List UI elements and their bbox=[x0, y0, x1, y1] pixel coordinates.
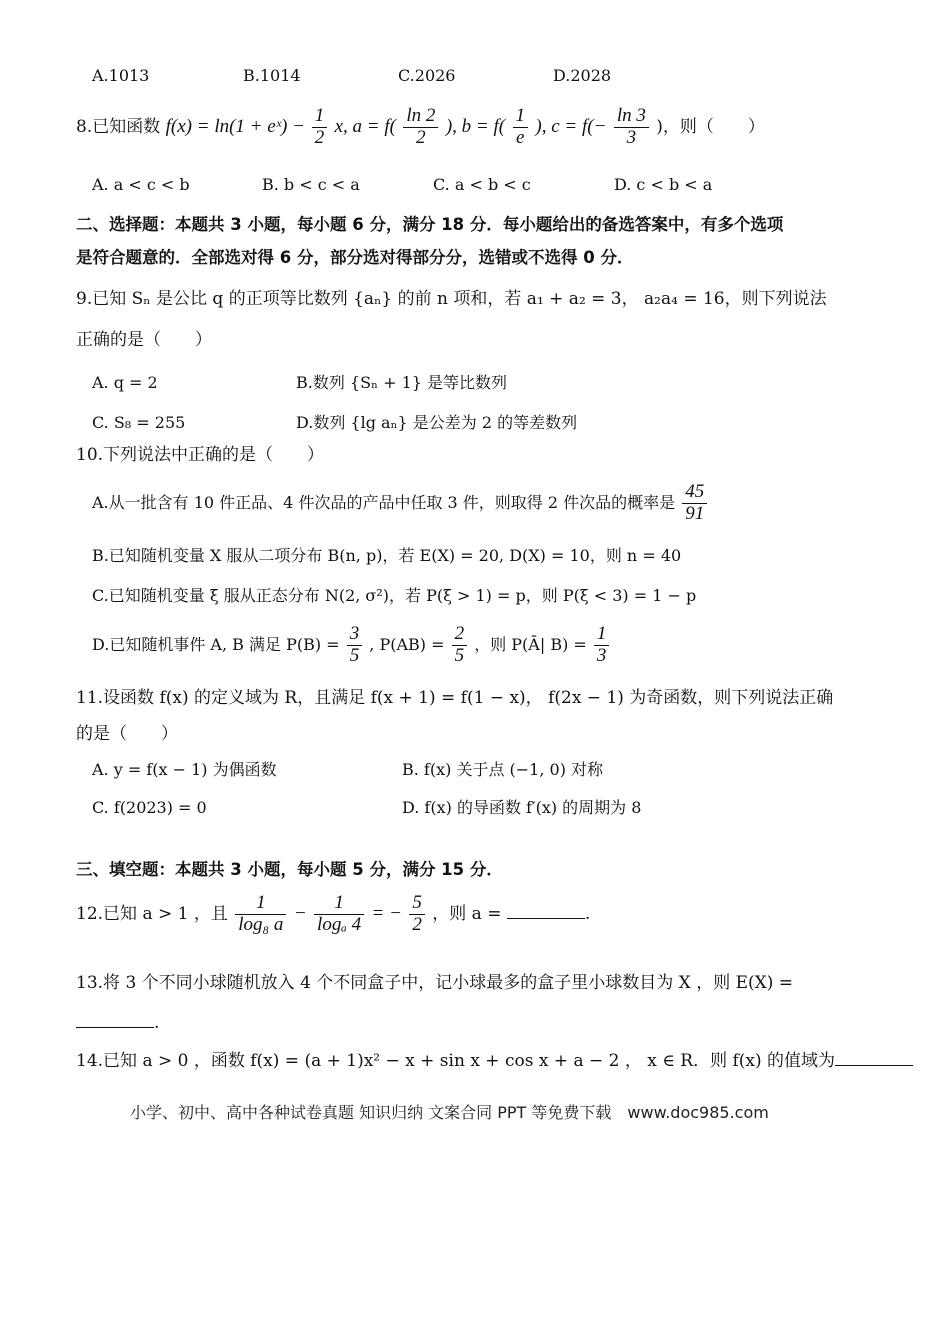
q12-fraction-3 bbox=[409, 893, 425, 936]
page-footer: 小学、初中、高中各种试卷真题 知识归纳 文案合同 PPT 等免费下载 www.doc985.com bbox=[130, 1103, 769, 1122]
q7-option-b: B.1014 bbox=[243, 66, 301, 85]
q8-stem bbox=[76, 106, 765, 149]
q8-b-part: ), b = f( bbox=[445, 115, 506, 137]
q11-option-a: A. y = f(x − 1) 为偶函数 bbox=[92, 760, 277, 779]
q9-option-c: C. S₈ = 255 bbox=[92, 413, 186, 432]
q14-text: 14.已知 a > 0 ，函数 f(x) = (a + 1)x² − x + sin x + cos x + a − 2 ， x ∈ R．则 f(x) 的值域为 bbox=[76, 1051, 836, 1071]
q10-option-d-head: D.已知随机事件 A, B 满足 P(B) = bbox=[92, 634, 345, 654]
q10-option-b: B.已知随机变量 X 服从二项分布 B(n, p)，若 E(X) = 20, D(X) = 10，则 n = 40 bbox=[92, 546, 682, 565]
q11-option-d: D. f(x) 的导函数 f′(x) 的周期为 8 bbox=[402, 798, 642, 817]
q12-f2-num: 1 bbox=[314, 893, 364, 915]
q13-stem: 13.将 3 个不同小球随机放入 4 个不同盒子中，记小球最多的盒子里小球数目为 X ，则 E(X) = bbox=[76, 973, 794, 993]
q12-f3-den: 2 bbox=[412, 913, 422, 935]
q10-option-d-fraction-2 bbox=[452, 624, 468, 667]
q10-option-d-f2-num: 2 bbox=[452, 624, 468, 646]
q12-minus: − bbox=[293, 902, 307, 924]
q9-stem-line1: 9.已知 Sₙ 是公比 q 的正项等比数列 {aₙ} 的前 n 项和，若 a₁ + a₂ = 3， a₂a₄ = 16，则下列说法 bbox=[76, 289, 827, 309]
q10-option-d-f1-num: 3 bbox=[347, 624, 363, 646]
q8-option-d: D. c < b < a bbox=[614, 175, 713, 194]
q12-f3-num: 5 bbox=[409, 893, 425, 915]
q9-stem-line2: 正确的是（ ） bbox=[76, 330, 212, 350]
q8-c-den: 3 bbox=[626, 126, 637, 148]
q10-option-d bbox=[92, 624, 611, 667]
q12-equals: = − bbox=[371, 902, 402, 924]
q8-c-part: ), c = f(− bbox=[535, 115, 607, 137]
q8-half-fraction bbox=[312, 106, 328, 149]
q10-option-d-mid2: ，则 P(Ā| B) = bbox=[474, 634, 592, 654]
q10-option-d-fraction-1 bbox=[347, 624, 363, 667]
q12-head: 12.已知 a > 1 ，且 bbox=[76, 903, 228, 924]
q10-option-d-f2-den: 5 bbox=[454, 644, 465, 666]
q10-option-c: C.已知随机变量 ξ 服从正态分布 N(2, σ²)，若 P(ξ > 1) = p，则 P(ξ < 3) = 1 − p bbox=[92, 586, 697, 605]
q10-option-d-f3-num: 1 bbox=[594, 624, 610, 646]
q12-end: . bbox=[584, 903, 591, 924]
q8-prefix: 8.已知函数 bbox=[76, 116, 161, 137]
section2-heading-line2: 是符合题意的．全部选对得 6 分，部分选对得部分分，选错或不选得 0 分． bbox=[76, 248, 634, 267]
q8-c-num: ln 3 bbox=[614, 106, 649, 128]
q8-tail: )，则（ ） bbox=[656, 116, 765, 137]
q14-stem bbox=[76, 1051, 913, 1071]
q9-option-b: B.数列 {Sₙ + 1} 是等比数列 bbox=[296, 373, 508, 392]
q7-option-a: A.1013 bbox=[92, 66, 150, 85]
q8-b-fraction bbox=[513, 106, 529, 149]
q10-option-a-fraction bbox=[682, 482, 707, 525]
q11-option-c: C. f(2023) = 0 bbox=[92, 798, 207, 817]
q10-option-a-num: 45 bbox=[682, 482, 707, 504]
q10-stem: 10.下列说法中正确的是（ ） bbox=[76, 445, 325, 465]
q10-option-d-f1-den: 5 bbox=[349, 644, 360, 666]
section3-heading: 三、填空题：本题共 3 小题，每小题 5 分，满分 15 分． bbox=[76, 860, 503, 879]
q13-answer-blank[interactable] bbox=[76, 1027, 154, 1028]
q12-f1-den: log₈ a bbox=[238, 913, 284, 935]
q13-answer-line bbox=[76, 1013, 159, 1033]
q8-a-den: 2 bbox=[416, 126, 426, 148]
q10-option-d-fraction-3 bbox=[594, 624, 610, 667]
q8-a-fraction bbox=[403, 106, 438, 149]
q12-f1-num: 1 bbox=[235, 893, 286, 915]
section2-heading-line1: 二、选择题：本题共 3 小题，每小题 6 分，满分 18 分．每小题给出的备选答案中，有多个选项 bbox=[76, 215, 784, 234]
q8-b-num: 1 bbox=[513, 106, 529, 128]
q12-tail: ，则 a = bbox=[432, 903, 502, 924]
q8-option-a: A. a < c < b bbox=[92, 175, 190, 194]
q10-option-a-den: 91 bbox=[685, 502, 705, 524]
q11-option-b: B. f(x) 关于点 (−1, 0) 对称 bbox=[402, 760, 604, 779]
q8-option-c: C. a < b < c bbox=[433, 175, 531, 194]
q13-end: . bbox=[154, 1013, 160, 1033]
q7-option-c: C.2026 bbox=[398, 66, 456, 85]
q12-fraction-2 bbox=[314, 893, 364, 936]
q12-f2-den: logₐ 4 bbox=[317, 913, 362, 935]
q12-fraction-1 bbox=[235, 893, 286, 936]
q10-option-a bbox=[92, 482, 709, 525]
q12-answer-blank[interactable] bbox=[507, 918, 585, 919]
q8-c-fraction bbox=[614, 106, 649, 149]
q11-stem-line2: 的是（ ） bbox=[76, 724, 178, 744]
q8-formula-head: f(x) = ln(1 + eˣ) − bbox=[165, 115, 310, 137]
q8-half-num: 1 bbox=[312, 106, 328, 128]
q8-option-b: B. b < c < a bbox=[262, 175, 360, 194]
q10-option-a-text: A.从一批含有 10 件正品、4 件次品的产品中任取 3 件，则取得 2 件次品的概率是 bbox=[92, 492, 676, 512]
q11-stem-line1: 11.设函数 f(x) 的定义域为 R，且满足 f(x + 1) = f(1 − x)， f(2x − 1) 为奇函数，则下列说法正确 bbox=[76, 688, 834, 708]
q8-b-den: e bbox=[516, 126, 525, 148]
q10-option-d-mid: , P(AB) = bbox=[369, 634, 450, 654]
q8-half-den: 2 bbox=[314, 126, 325, 148]
q12-stem bbox=[76, 893, 590, 936]
q9-option-a: A. q = 2 bbox=[92, 373, 158, 392]
q8-formula-mid: x, a = f( bbox=[334, 115, 396, 137]
q9-option-d: D.数列 {lg aₙ} 是公差为 2 的等差数列 bbox=[296, 413, 578, 432]
q8-a-num: ln 2 bbox=[403, 106, 438, 128]
q10-option-d-f3-den: 3 bbox=[596, 644, 607, 666]
q7-option-d: D.2028 bbox=[553, 66, 612, 85]
q14-answer-blank[interactable] bbox=[835, 1065, 913, 1066]
